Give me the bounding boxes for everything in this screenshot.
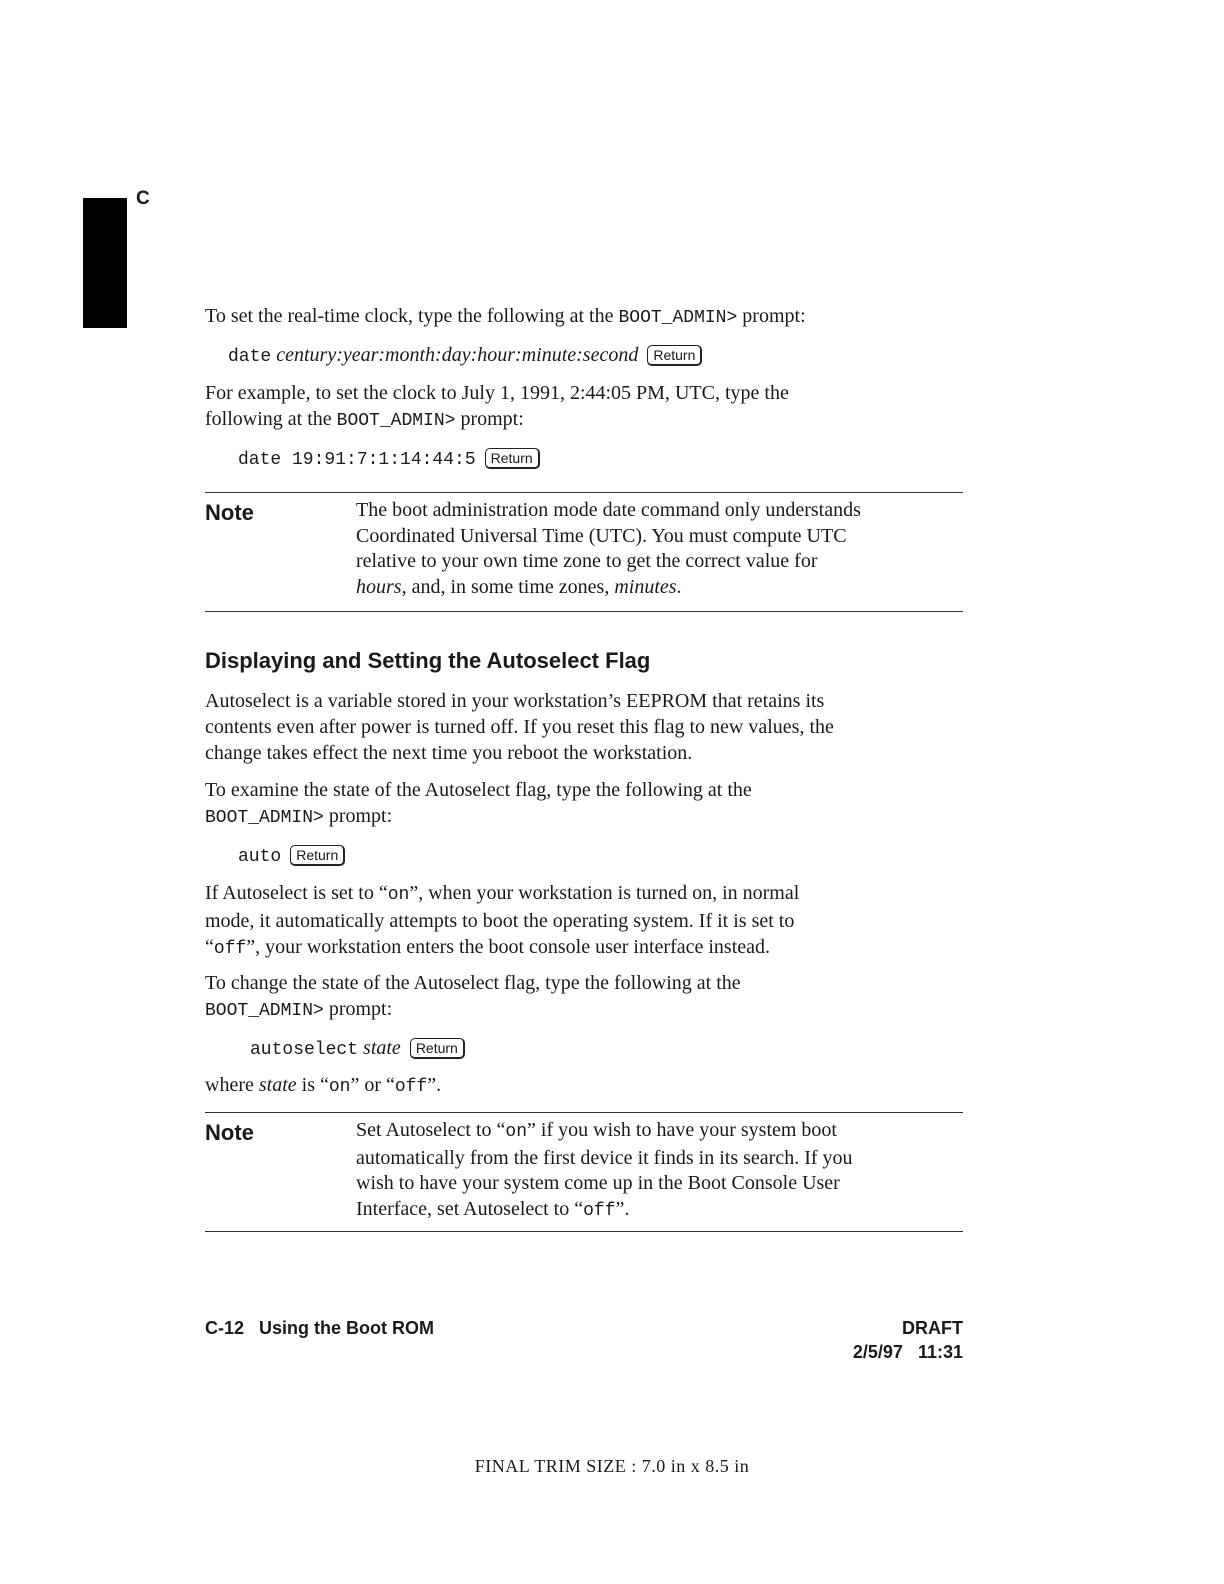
chapter-tab-letter: C [136, 188, 150, 209]
page-number: C-12 [205, 1318, 245, 1338]
auto-command: auto Return [238, 842, 345, 870]
trim-size-note: FINAL TRIM SIZE : 7.0 in x 8.5 in [474, 1456, 750, 1476]
return-key: Return [290, 845, 345, 866]
chapter-title: Using the Boot ROM [259, 1318, 435, 1338]
clock-intro: To set the real-time clock, type the following at the BOOT_ADMIN> prompt: [205, 305, 806, 328]
autoselect-command: autoselect state Return [250, 1035, 465, 1063]
state-values: where state is “on” or “off”. [205, 1074, 442, 1097]
note-top-rule [205, 492, 963, 493]
note-label: Note [205, 500, 254, 525]
change-instruction: To change the state of the Autoselect flag, type the following at the BOOT_ADMIN> prompt: [205, 972, 741, 1021]
date-example-command: date 19:91:7:1:14:44:5 Return [238, 445, 540, 473]
note-label: Note [205, 1120, 254, 1145]
footer-page-title [205, 1318, 434, 1339]
date-syntax: date century:year:month:day:hour:minute:second Return [228, 342, 702, 370]
return-key: Return [485, 448, 540, 469]
autoselect-behavior: If Autoselect is set to “on”, when your workstation is turned on, in normal mode, it automatically attempts to boot the operating system. If it is set to “off”, your workstation enters the boot console user interface instead. [205, 882, 800, 959]
note-utc-body: The boot administration mode date command only understands Coordinated Universal Time (UTC). You must compute UTC relative to your own time zone to get the correct value for hours, and, in some time zones, minutes. [356, 499, 861, 598]
autoselect-description: Autoselect is a variable stored in your workstation’s EEPROM that retains its contents even after power is turned off. If you reset this flag to new values, the change takes effect the next time you reboot the workstation. [205, 690, 834, 764]
clock-example-text: For example, to set the clock to July 1, 1991, 2:44:05 PM, UTC, type the following at the BOOT_ADMIN> prompt: [205, 382, 789, 431]
draft-label: DRAFT [902, 1318, 963, 1338]
return-key: Return [647, 345, 702, 366]
return-key: Return [410, 1038, 465, 1059]
examine-instruction: To examine the state of the Autoselect flag, type the following at the BOOT_ADMIN> prompt: [205, 779, 752, 828]
section-heading: Displaying and Setting the Autoselect Flag [205, 648, 651, 673]
note-bottom-rule [205, 611, 963, 612]
note-bottom-rule [205, 1231, 963, 1232]
note-top-rule [205, 1112, 963, 1113]
draft-timestamp: 2/5/97 11:31 [852, 1342, 963, 1362]
chapter-tab-bar [83, 198, 127, 328]
note-autoselect-body: Set Autoselect to “on” if you wish to have your system boot automatically from the first device it finds in its search. If you wish to have your system come up in the Boot Console User Interface, set Autoselect to “off”. [356, 1119, 853, 1221]
